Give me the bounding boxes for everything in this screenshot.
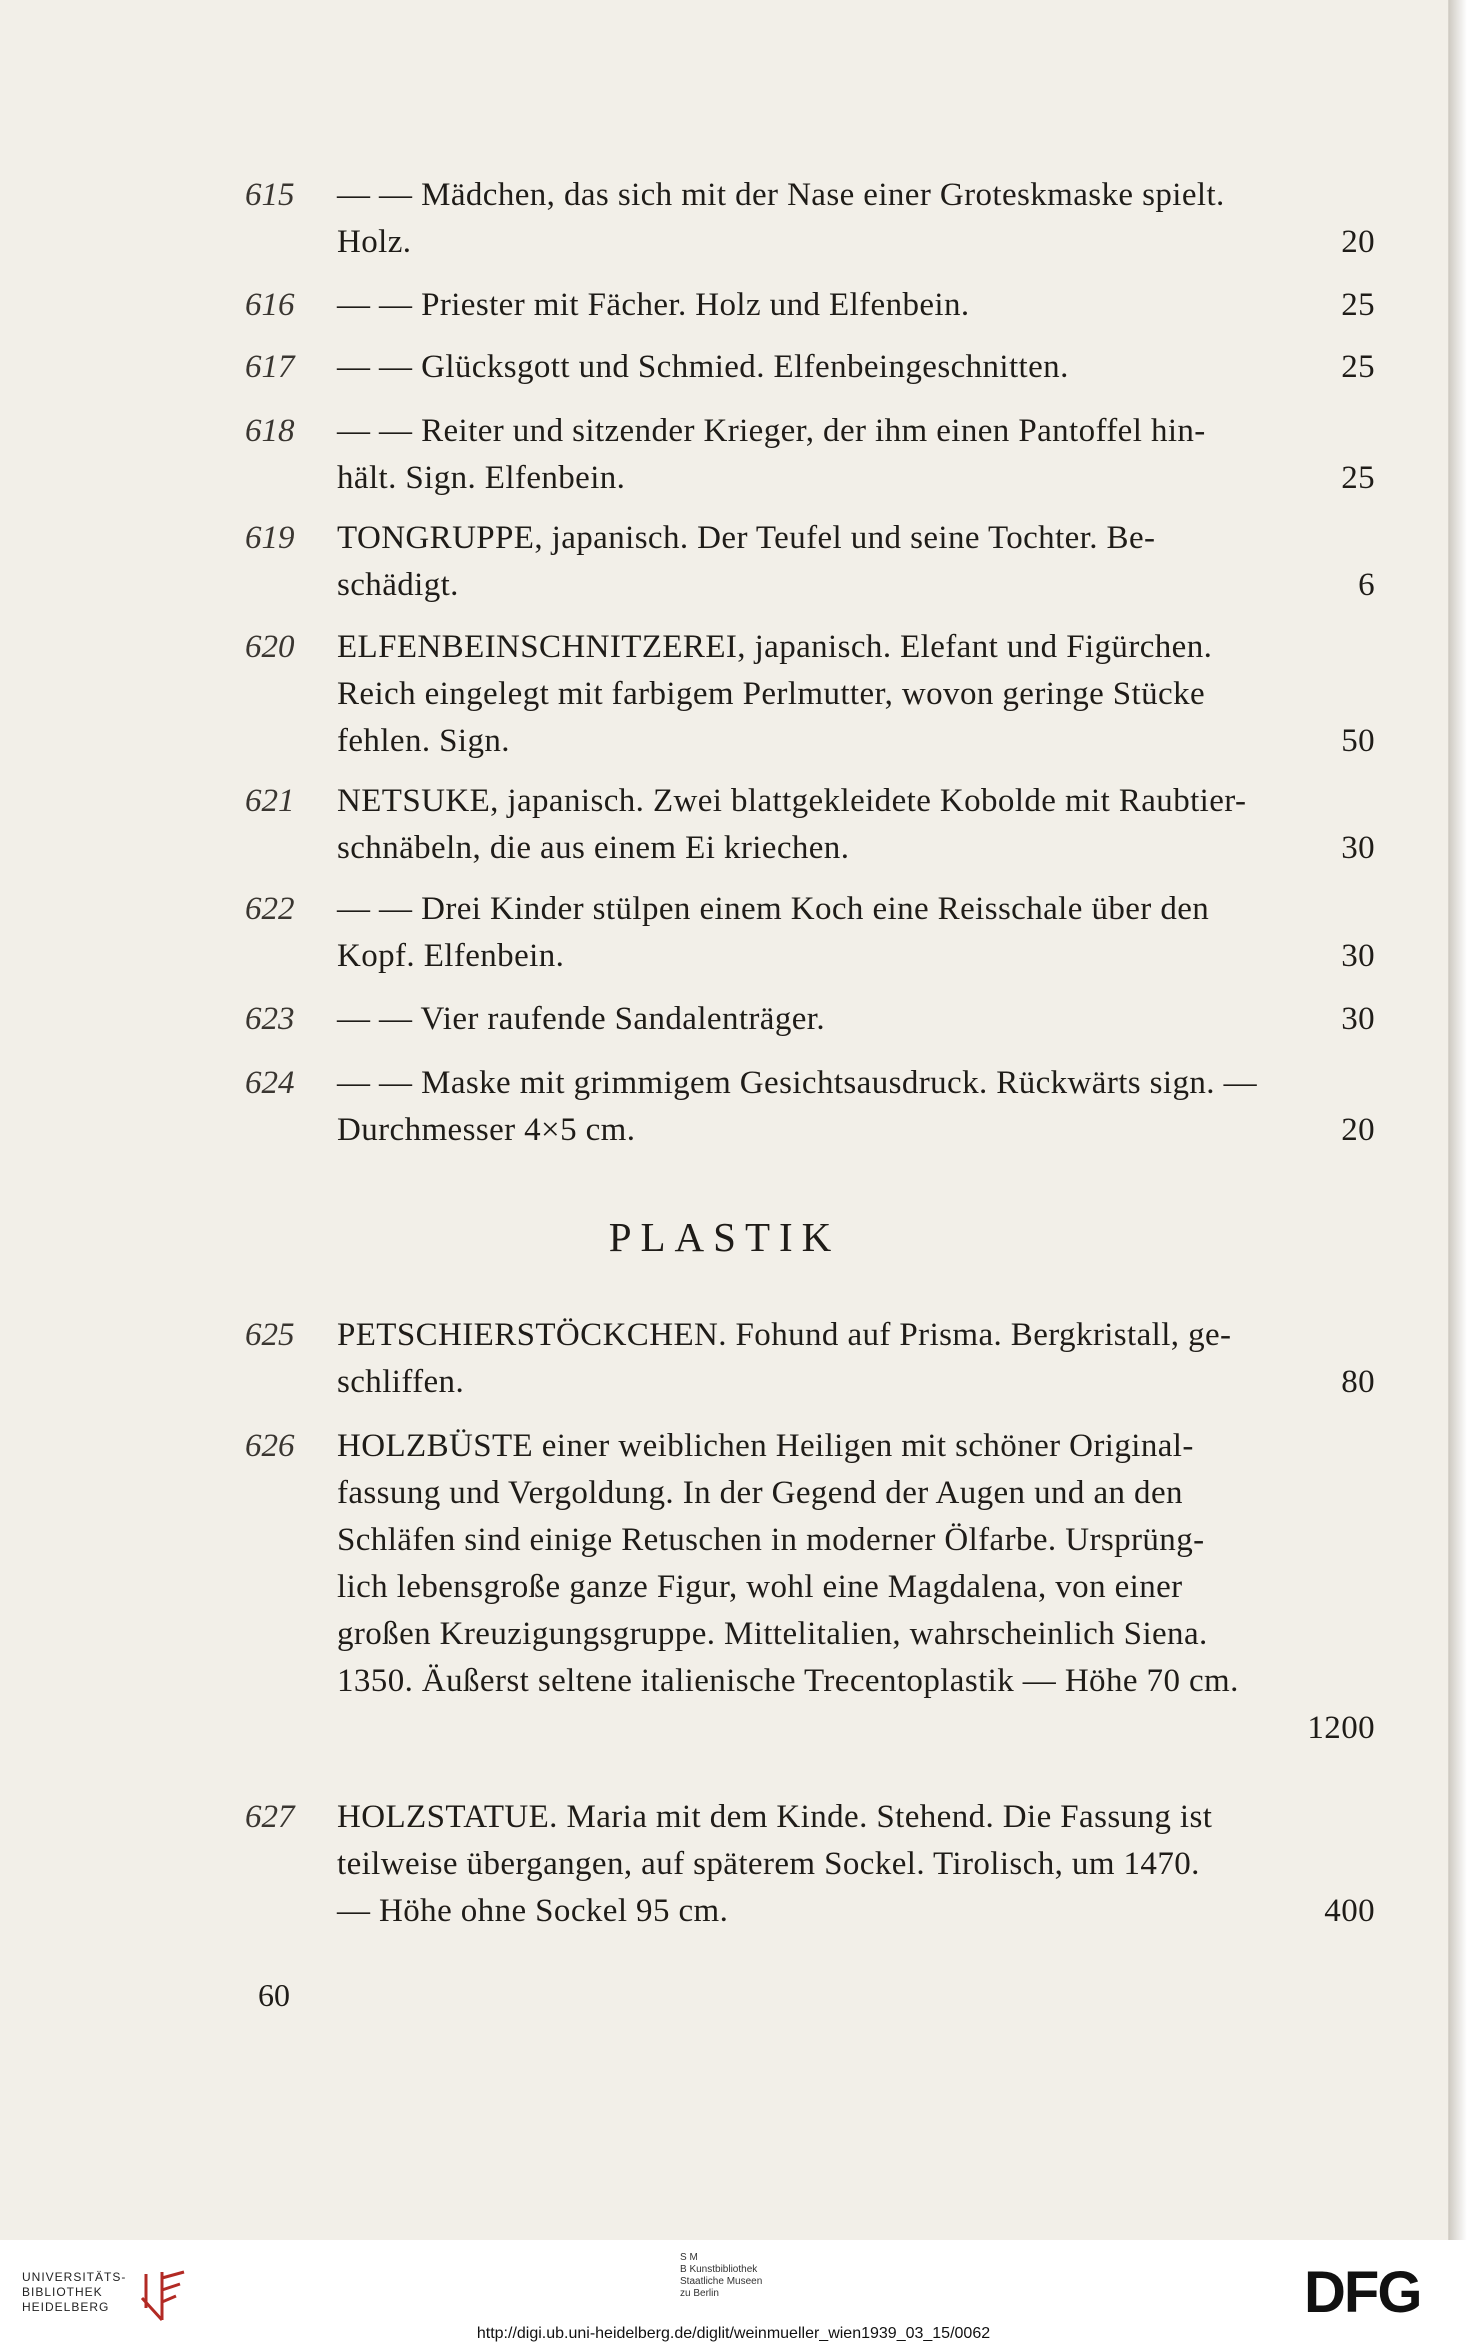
smb-kunstbibliothek-logo[interactable]: [680, 2252, 762, 2300]
entry-description-line: — — Drei Kinder stülpen einem Koch eine Reisschale über den: [337, 891, 1210, 927]
catalog-entry-623: [245, 996, 1375, 1043]
entry-description-line: Kopf. Elfenbein.: [337, 938, 565, 974]
entry-description-line: — — Reiter und sitzender Krieger, der ihm einen Pantoffel hin-: [337, 413, 1206, 449]
entry-description-line: — Höhe ohne Sockel 95 cm.: [337, 1893, 729, 1929]
lot-number: 622: [245, 891, 295, 927]
lot-number: 616: [245, 287, 295, 323]
lot-number: 617: [245, 349, 295, 385]
entry-description-line: großen Kreuzigungsgruppe. Mittelitalien, wahrscheinlich Siena.: [337, 1616, 1208, 1652]
entry-description-line: HOLZBÜSTE einer weiblichen Heiligen mit schöner Original-: [337, 1428, 1194, 1464]
lot-number: 620: [245, 629, 295, 665]
entry-description-line: — — Priester mit Fächer. Holz und Elfenbein.: [337, 287, 970, 323]
entry-final-line: [337, 344, 1375, 391]
entry-description-line: NETSUKE, japanisch. Zwei blattgekleidete Kobolde mit Raubtier-: [337, 783, 1247, 819]
catalog-entry-625: [245, 1312, 1375, 1406]
entry-final-line: [337, 219, 1375, 266]
lot-number: 621: [245, 783, 295, 819]
entry-final-line: [337, 996, 1375, 1043]
entry-description-line: — — Mädchen, das sich mit der Nase einer Groteskmaske spielt.: [337, 177, 1225, 213]
entry-description-line: teilweise übergangen, auf späterem Sockel. Tirolisch, um 1470.: [337, 1846, 1200, 1882]
page-number: 60: [258, 1977, 290, 2013]
entry-description-line: — — Vier raufende Sandalenträger.: [337, 1001, 826, 1037]
entry-final-line: [337, 1359, 1375, 1406]
entry-final-line: [337, 1705, 1375, 1752]
lot-number: 618: [245, 413, 295, 449]
entry-description-line: fassung und Vergoldung. In der Gegend der Augen und an den: [337, 1475, 1183, 1511]
catalog-entry-622: [245, 886, 1375, 980]
smb-logo-line: S M: [680, 2252, 698, 2263]
university-library-logo[interactable]: [22, 2268, 242, 2324]
entry-description-line: lich lebensgroße ganze Figur, wohl eine Magdalena, von einer: [337, 1569, 1183, 1605]
catalog-entry-627: [245, 1794, 1375, 1935]
entry-description-line: schliffen.: [337, 1364, 465, 1400]
entry-final-line: [337, 825, 1375, 872]
estimate-price: 25: [1341, 349, 1375, 385]
entry-description-line: Reich eingelegt mit farbigem Perlmutter, wovon geringe Stücke: [337, 676, 1206, 712]
smb-logo-line: B Kunstbibliothek: [680, 2264, 758, 2275]
catalog-entry-624: [245, 1060, 1375, 1154]
entry-description-line: HOLZSTATUE. Maria mit dem Kinde. Stehend. Die Fassung ist: [337, 1799, 1213, 1835]
entry-final-line: [337, 282, 1375, 329]
entry-description-line: — — Glücksgott und Schmied. Elfenbeingeschnitten.: [337, 349, 1069, 385]
lot-number: 625: [245, 1317, 295, 1353]
entry-final-line: [337, 455, 1375, 502]
entry-description-line: schädigt.: [337, 567, 459, 603]
section-title: PLASTIK: [608, 1214, 841, 1260]
catalog-entry-619: [245, 515, 1375, 609]
catalog-entry-615: [245, 172, 1375, 266]
estimate-price: 30: [1341, 830, 1375, 866]
lot-number: 626: [245, 1428, 295, 1464]
estimate-price: 30: [1341, 1001, 1375, 1037]
lot-number: 623: [245, 1001, 295, 1037]
lot-number: 615: [245, 177, 295, 213]
catalog-entry-621: [245, 778, 1375, 872]
estimate-price: 50: [1341, 723, 1375, 759]
estimate-price: 30: [1341, 938, 1375, 974]
catalog-entry-620: [245, 624, 1375, 765]
smb-logo-line: Staatliche Museen: [680, 2276, 763, 2287]
entry-description-line: — — Maske mit grimmigem Gesichtsausdruck. Rückwärts sign. —: [337, 1065, 1257, 1101]
entry-description-line: TONGRUPPE, japanisch. Der Teufel und seine Tochter. Be-: [337, 520, 1156, 556]
entry-description-line: Durchmesser 4×5 cm.: [337, 1112, 636, 1148]
entry-final-line: [337, 718, 1375, 765]
lot-number: 627: [245, 1799, 295, 1835]
estimate-price: 80: [1341, 1364, 1375, 1400]
page-edge-shadow: [1449, 0, 1467, 2240]
smb-logo-line: zu Berlin: [680, 2288, 719, 2299]
estimate-price: 6: [1358, 567, 1375, 603]
entry-description-line: hält. Sign. Elfenbein.: [337, 460, 626, 496]
estimate-price: 400: [1324, 1893, 1375, 1929]
estimate-price: 25: [1341, 287, 1375, 323]
entry-description-line: Schläfen sind einige Retuschen in moderner Ölfarbe. Ursprüng-: [337, 1522, 1205, 1558]
estimate-price: 20: [1341, 224, 1375, 260]
catalog-entry-626: [245, 1423, 1375, 1752]
estimate-price: 1200: [1307, 1710, 1375, 1746]
estimate-price: 25: [1341, 460, 1375, 496]
entry-final-line: [337, 933, 1375, 980]
permalink-url[interactable]: http://digi.ub.uni-heidelberg.de/diglit/weinmueller_wien1939_03_15/0062: [476, 2325, 991, 2342]
entry-description-line: ELFENBEINSCHNITZEREI, japanisch. Elefant und Figürchen.: [337, 629, 1213, 665]
entry-description-line: schnäbeln, die aus einem Ei kriechen.: [337, 830, 850, 866]
lot-number: 619: [245, 520, 295, 556]
university-mark-icon: [132, 2268, 192, 2324]
entry-final-line: [337, 1888, 1375, 1935]
catalog-entry-617: [245, 344, 1375, 391]
entry-final-line: [337, 1107, 1375, 1154]
catalog-entry-616: [245, 282, 1375, 329]
footer-bar: [0, 2240, 1467, 2345]
catalog-entry-618: [245, 408, 1375, 502]
estimate-price: 20: [1341, 1112, 1375, 1148]
entry-description-line: 1350. Äußerst seltene italienische Trecentoplastik — Höhe 70 cm.: [337, 1663, 1239, 1699]
entry-description-line: fehlen. Sign.: [337, 723, 510, 759]
dfg-logo[interactable]: DFG: [1304, 2260, 1421, 2325]
lot-number: 624: [245, 1065, 295, 1101]
entry-description-line: Holz.: [337, 224, 412, 260]
entry-description-line: PETSCHIERSTÖCKCHEN. Fohund auf Prisma. Bergkristall, ge-: [337, 1317, 1232, 1353]
entry-final-line: [337, 562, 1375, 609]
university-library-name: UNIVERSITÄTS- BIBLIOTHEK HEIDELBERG: [22, 2270, 127, 2314]
